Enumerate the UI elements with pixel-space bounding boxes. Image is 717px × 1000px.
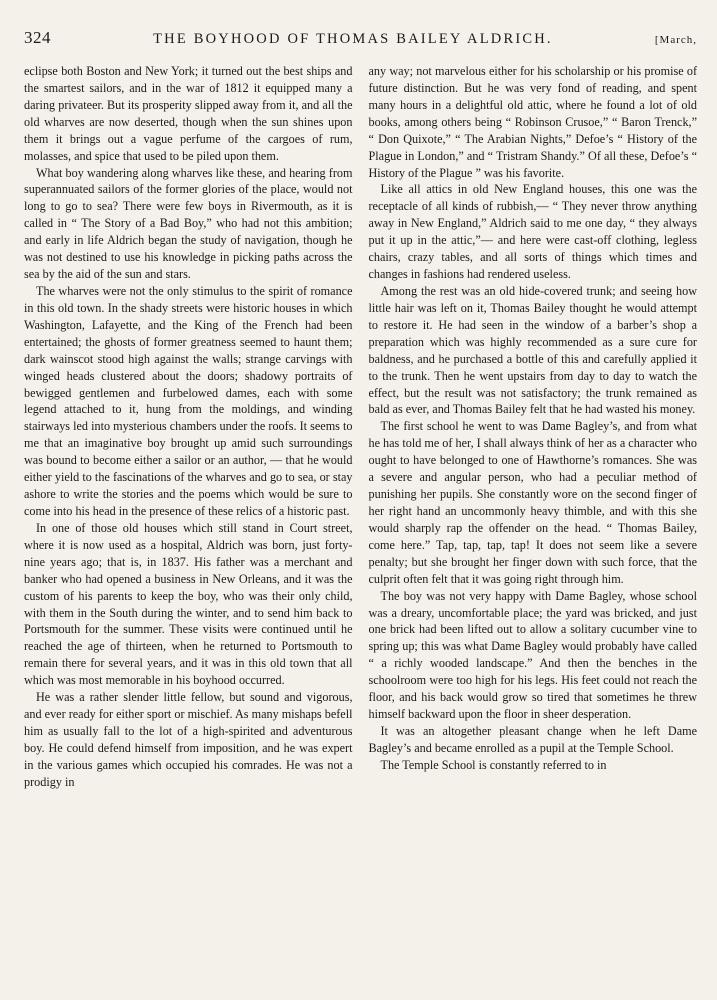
paragraph: In one of those old houses which still stand in Court street, where it is now used as a hospital, Aldrich was born, just forty-nine years ago; that is, in 1837. His father was a merchant and banker who had opened a business in New Orleans, and it was the custom of his parents to keep the boy, who was their only child, with them in the South during the winter, and to send him back to Portsmouth for the summer. These visits were continued until he reached the age of thirteen, when he returned to Portsmouth to remain there for several years, and it was in this old town that all which was most memorable in his boyhood occurred.: [24, 520, 353, 688]
left-column: [24, 63, 353, 791]
right-column: [369, 63, 698, 791]
paragraph: eclipse both Boston and New York; it turned out the best ships and the smartest sailors, and in the war of 1812 it equipped many a daring privateer. But its prosperity slipped away from it, and all the old wharves are now deserted, though when the sun shines upon them it brings out a vague perfume of the cargoes of rum, molasses, and spice that used to be piled upon them.: [24, 64, 353, 163]
text-columns: [24, 63, 697, 791]
paragraph: He was a rather slender little fellow, but sound and vigorous, and ever ready for either sport or mischief. As many mishaps befell him as usually fall to the lot of a high-spirited and adventurous boy. He could defend himself from imposition, and he was expert in the various games which occupied his comrades. He was not a prodigy in: [24, 690, 353, 789]
paragraph: It was an altogether pleasant change when he left Dame Bagley’s and became enrolled as a pupil at the Temple School.: [368, 723, 697, 755]
running-title: THE BOYHOOD OF THOMAS BAILEY ALDRICH.: [153, 31, 553, 47]
paragraph: The first school he went to was Dame Bagley’s, and from what he has told me of her, I shall always think of her as a character who ought to have belonged to one of Hawthorne’s romances. She was a severe and angular person, who had a peculiar method of punishing her pupils. She constantly wore on the second finger of her right hand an uncommonly heavy thimble, and with this she would sharply rap the offender on the head. “ Thomas Bailey, come here.” Tap, tap, tap, tap! It does not seem like a severe penalty; but she brought her finger down with such force, that the culprit often felt that it was going right through him.: [368, 419, 697, 586]
paragraph: The boy was not very happy with Dame Bagley, whose school was a dreary, uncomfortable place; the yard was bricked, and just one brick had been lifted out to allow a solitary cucumber vine to spring up; this was what Dame Bagley would probably have called “ a richly wooded landscape.” And then the benches in the schoolroom were too high for his legs. His feet could not reach the floor, and his back would grow so tired that sometimes he threw himself backward upon the floor in sheer desperation.: [368, 588, 697, 722]
issue-month: [March,: [654, 34, 697, 46]
page-header: [24, 28, 697, 50]
paragraph: What boy wandering along wharves like these, and hearing from superannuated sailors of the former glories of the place, would not long to go to sea? There were few boys in Rivermouth, as it is called in “ The Story of a Bad Boy,” who had not this ambition; and early in life Aldrich began the study of navigation, though he was not destined to use his knowledge in picking paths across the sea by the aid of the sun and stars.: [24, 165, 353, 282]
page-number: 324: [24, 28, 51, 47]
paragraph: Among the rest was an old hide-covered trunk; and seeing how little hair was left on it, Thomas Bailey thought he would attempt to restore it. He had seen in the window of a barber’s shop a preparation which was highly recommended as a sure cure for baldness, and he purchased a bottle of this and carefully applied it to the trunk. Then he went upstairs from day to day to watch the effect, but the result was not satisfactory; the trunk remained as bald as ever, and Thomas Bailey felt that he had wasted his money.: [368, 283, 697, 417]
paragraph: The Temple School is constantly referred to in: [380, 757, 607, 772]
paragraph: any way; not marvelous either for his scholarship or his promise of future distinction. But he was very fond of reading, and spent many hours in a delightful old attic, where he found a lot of old books, among others being “ Robinson Crusoe,” “ Baron Trenck,” “ Don Quixote,” “ The Arabian Nights,” Defoe’s “ History of the Plague in London,” and “ Tristram Shandy.” Of all these, Defoe’s “ History of the Plague ” was his favorite.: [368, 64, 697, 180]
paragraph: Like all attics in old New England houses, this one was the receptacle of all kinds of rubbish,— “ They never throw anything away in New England,” Aldrich said to me one day, “ they always put it up in the attic,”— and here were cast-off clothing, legless chairs, crazy tables, and all sorts of things which times and changes in fashions had rendered useless.: [368, 182, 697, 282]
paragraph: The wharves were not the only stimulus to the spirit of romance in this old town. In the shady streets were historic houses in which Washington, Lafayette, and the King of the French had been entertained; the ghosts of former greatness seemed to haunt them; dark wainscot stood high against the walls; strange carvings with winged heads clustered about the doors; shadowy portraits of bewigged gentlemen and furbelowed dames, each with some legend attached to it, hung from the moldings, and winding stairways led into mysterious chambers under the roofs. It seems to me that an imaginative boy brought up amid such surroundings was bound to become either a sailor or an author, — that he would either yield to the fascinations of the wharves and go to sea, or stay ashore to write the stories and the poems which would be sure to come into his head in the presence of these relics of a historic past.: [24, 283, 353, 518]
